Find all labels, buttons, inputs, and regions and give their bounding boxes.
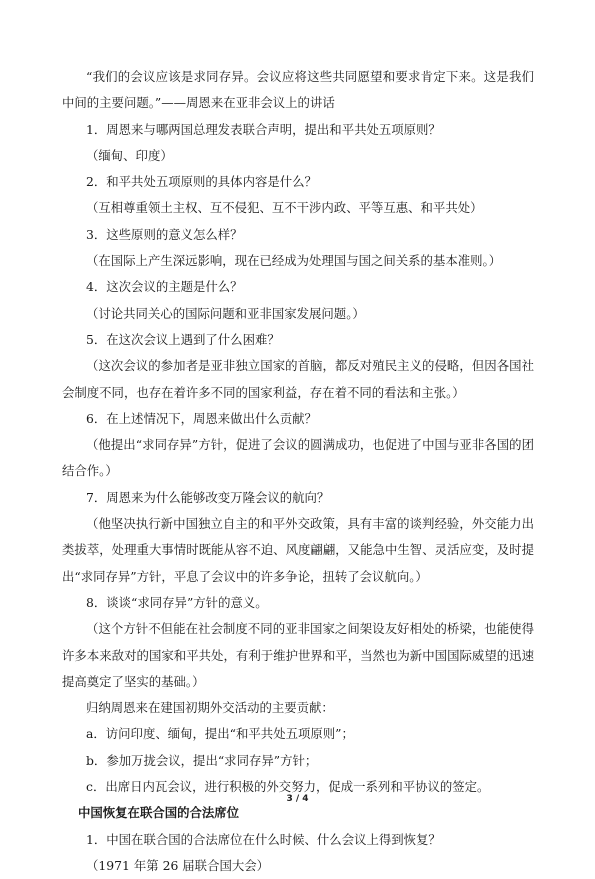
answer-4: （讨论共同关心的国际问题和亚非国家发展问题。） — [86, 305, 365, 321]
question-5: 5．在这次会议上遇到了什么困难？ — [86, 331, 280, 347]
question-4: 4．这次会议的主题是什么？ — [86, 279, 243, 295]
answer-5: （这次会议的参加者是亚非独立国家的首脑，都反对殖民主义的侵略，但因各国社会制度不同，也存在着许多不同的国家利益，存在着不同的看法和主张。） — [62, 358, 534, 400]
question-6: 6．在上述情况下，周恩来做出什么贡献？ — [86, 410, 317, 426]
answer-8: （这个方针不但能在社会制度不同的亚非国家之间架设友好相处的桥梁，也能使得许多本来敌对的国家和平共处，有利于维护世界和平，当然也为新中国国际威望的迅速提高奠定了坚实的基础。） — [62, 621, 534, 689]
summary-intro: 归纳周恩来在建国初期外交活动的主要贡献： — [86, 700, 334, 716]
answer-7: （他坚决执行新中国独立自主的和平外交政策，具有丰富的谈判经验，外交能力出类拔萃，处理重大事情时既能从容不迫、风度翩翩，又能急中生智、灵活应变，及时提出“求同存异”方针，平息了会议中的许多争论，扭转了会议航向。） — [62, 516, 534, 584]
section-heading: 中国恢复在联合国的合法席位 — [78, 805, 240, 821]
section-question-1: 1．中国在联合国的合法席位在什么时候、什么会议上得到恢复？ — [86, 831, 441, 847]
summary-item-a: a．访问印度、缅甸，提出“和平共处五项原则”； — [86, 726, 354, 742]
page-number: 3 / 4 — [286, 794, 309, 804]
answer-3: （在国际上产生深远影响，现在已经成为处理国与国之间关系的基本准则。） — [86, 253, 502, 269]
question-2: 2．和平共处五项原则的具体内容是什么？ — [86, 174, 317, 190]
answer-2: （互相尊重领土主权、互不侵犯、互不干涉内政、平等互惠、和平共处） — [86, 200, 483, 216]
question-3: 3．这些原则的意义怎么样？ — [86, 226, 243, 242]
summary-item-c: c．出席日内瓦会议，进行积极的外交努力，促成一系列和平协议的签定。 — [86, 779, 490, 795]
question-8: 8．谈谈“求同存异”方针的意义。 — [86, 594, 268, 610]
answer-1: （缅甸、印度） — [86, 147, 173, 163]
answer-6: （他提出“求同存异”方针，促进了会议的圆满成功，也促进了中国与亚非各国的团结合作。） — [62, 437, 534, 479]
page-content — [62, 64, 534, 879]
summary-item-b: b．参加万拢会议，提出“求同存异”方针； — [86, 752, 318, 768]
question-7: 7．周恩来为什么能够改变万隆会议的航向？ — [86, 489, 330, 505]
question-1: 1．周恩来与哪两国总理发表联合声明，提出和平共处五项原则？ — [86, 121, 441, 137]
quote-paragraph: “我们的会议应该是求同存异。会议应将这些共同愿望和要求肯定下来。这是我们中间的主要问题。”——周恩来在亚非会议上的讲话 — [62, 69, 534, 111]
section-answer-1: （1971 年第 26 届联合国大会） — [86, 857, 270, 873]
